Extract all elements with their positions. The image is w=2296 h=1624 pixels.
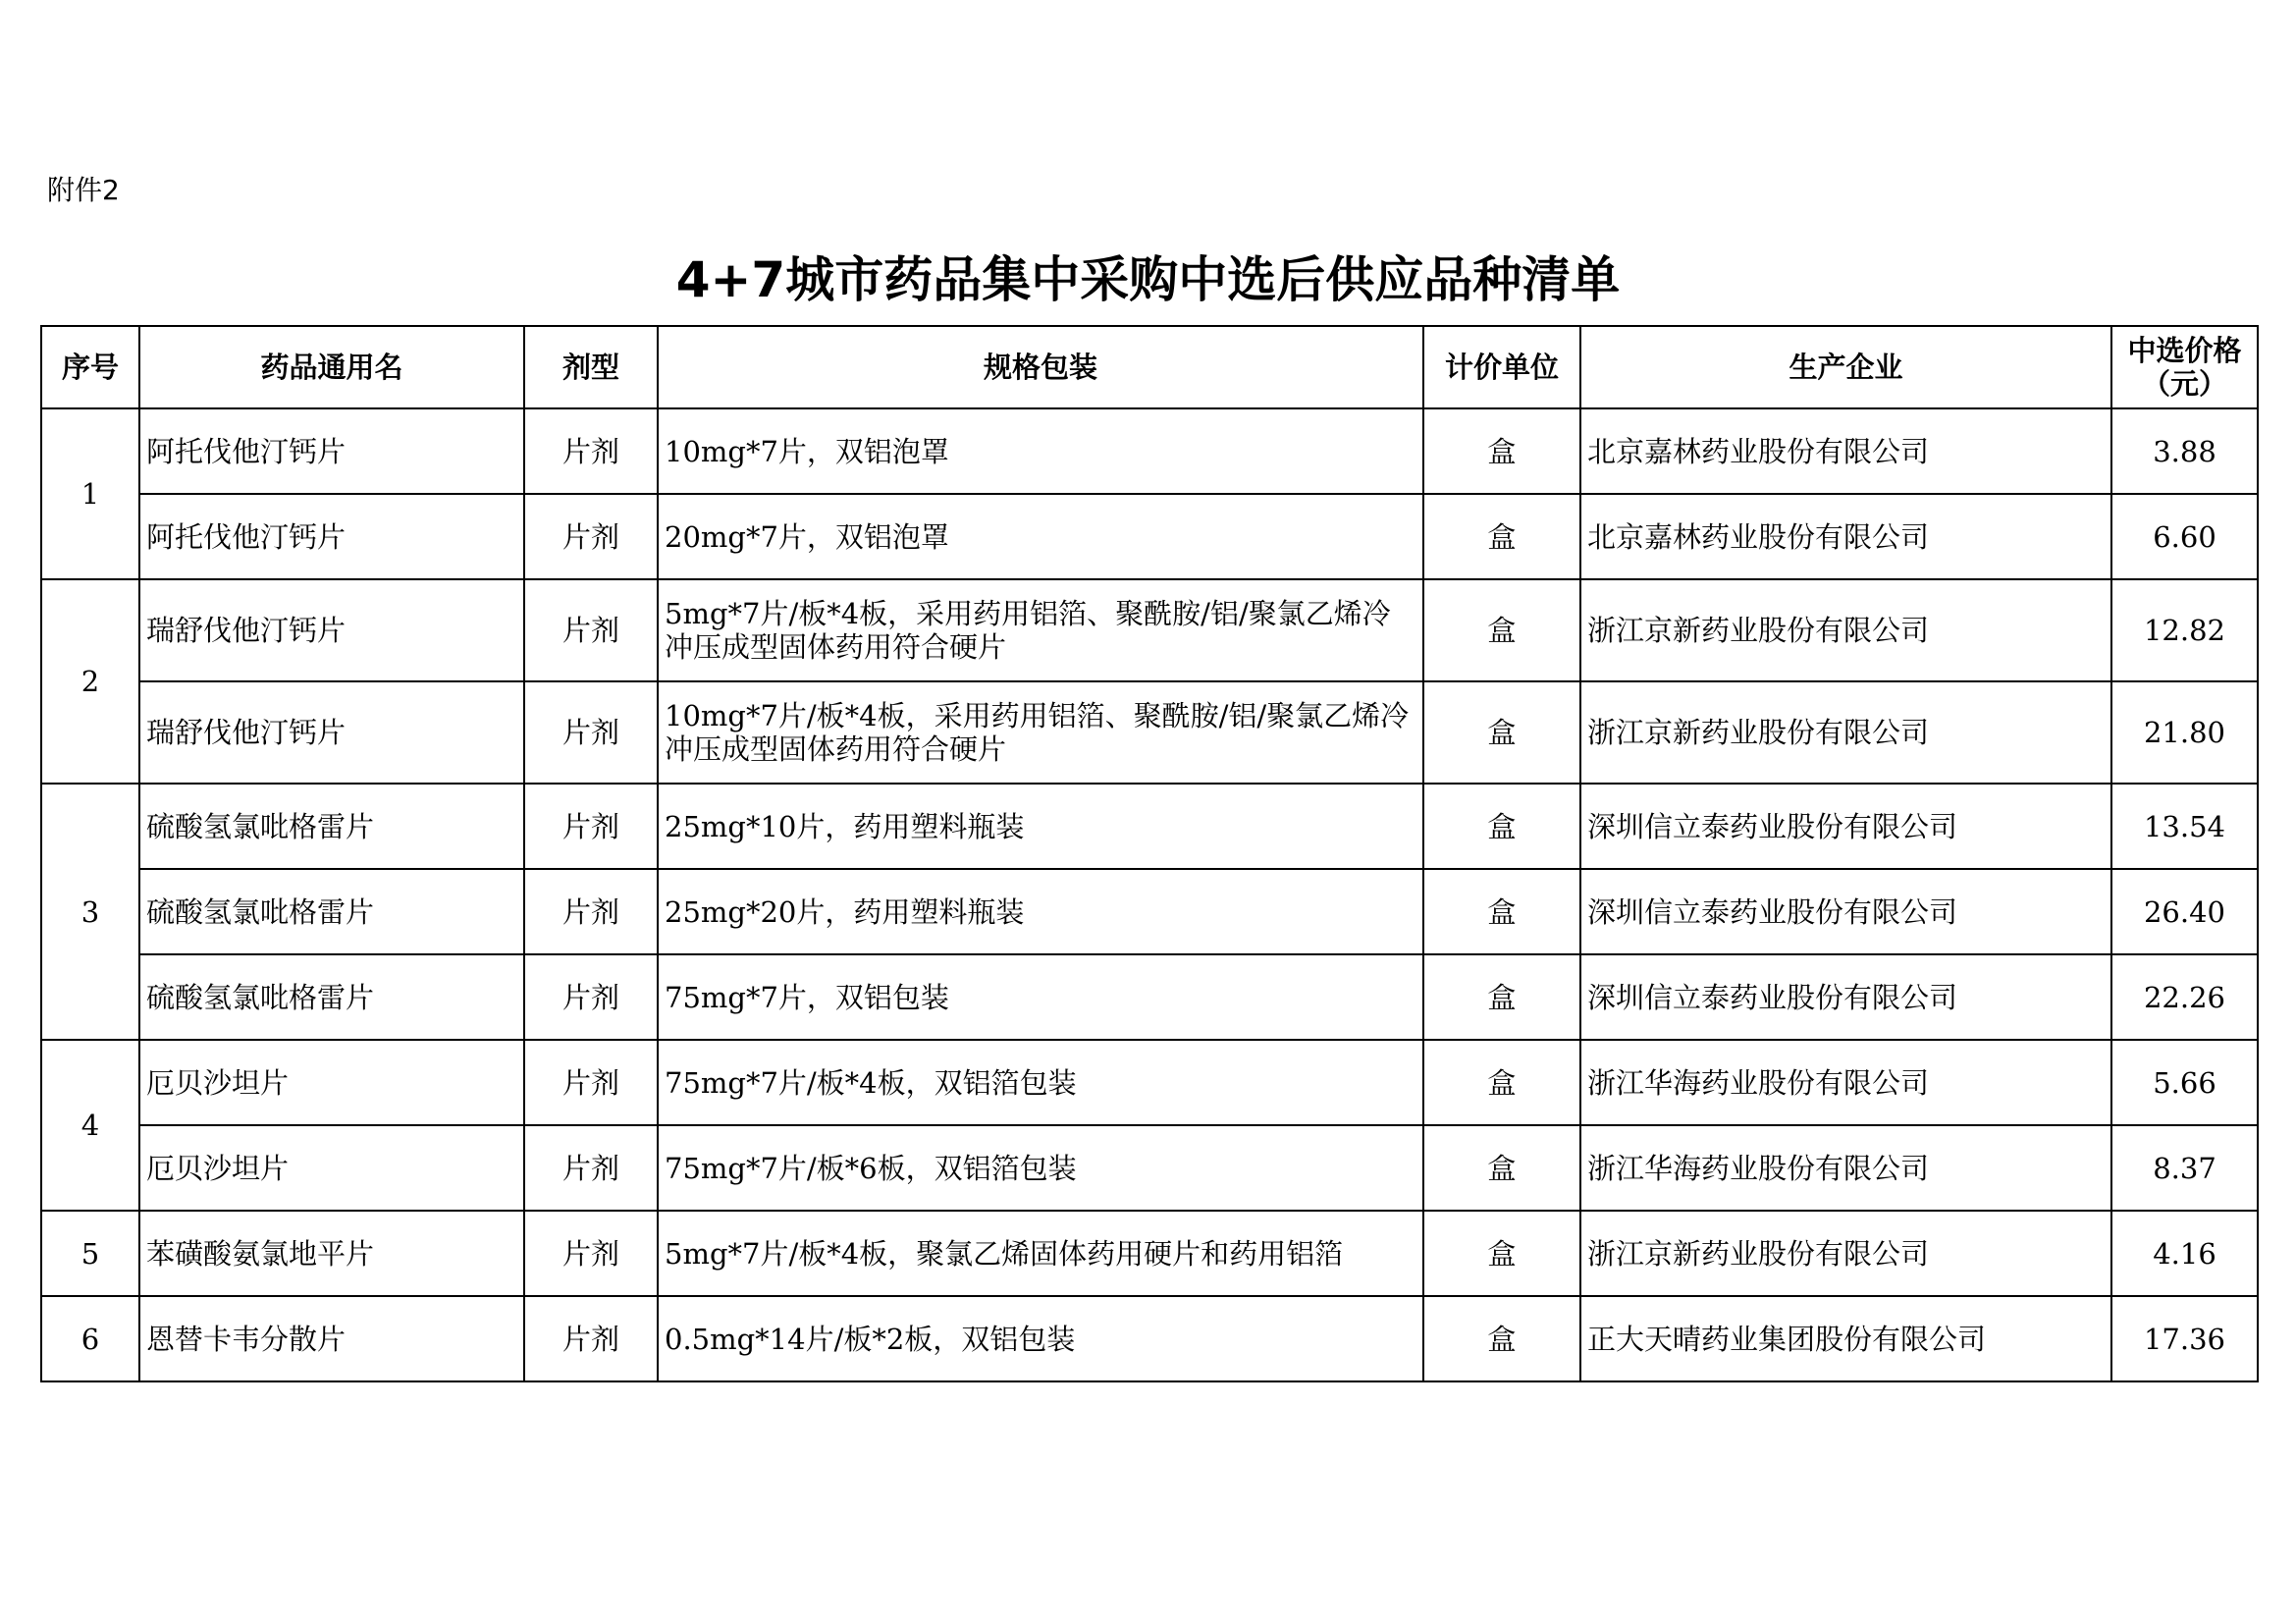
dosage-form: 片剂: [524, 954, 658, 1040]
drug-name: 硫酸氢氯吡格雷片: [139, 954, 524, 1040]
drug-name: 恩替卡韦分散片: [139, 1296, 524, 1381]
pricing-unit: 盒: [1423, 1296, 1580, 1381]
spec-packaging: 25mg*10片，药用塑料瓶装: [658, 784, 1423, 869]
price: 5.66: [2111, 1040, 2258, 1125]
drug-list-table: [40, 325, 2259, 1382]
manufacturer: 深圳信立泰药业股份有限公司: [1580, 784, 2111, 869]
manufacturer: 北京嘉林药业股份有限公司: [1580, 494, 2111, 579]
price: 17.36: [2111, 1296, 2258, 1381]
spec-packaging: 10mg*7片，双铝泡罩: [658, 408, 1423, 494]
group-no: 3: [41, 784, 139, 1040]
manufacturer: 北京嘉林药业股份有限公司: [1580, 408, 2111, 494]
spec-packaging: 75mg*7片，双铝包装: [658, 954, 1423, 1040]
price: 26.40: [2111, 869, 2258, 954]
header-no: 序号: [41, 326, 139, 408]
spec-packaging: 25mg*20片，药用塑料瓶装: [658, 869, 1423, 954]
header-spec: 规格包装: [658, 326, 1423, 408]
spec-packaging: 75mg*7片/板*4板，双铝箔包装: [658, 1040, 1423, 1125]
table-row: [41, 1040, 2258, 1125]
manufacturer: 浙江华海药业股份有限公司: [1580, 1125, 2111, 1211]
drug-name: 阿托伐他汀钙片: [139, 494, 524, 579]
page-title: 4+7城市药品集中采购中选后供应品种清单: [675, 251, 1621, 308]
drug-name: 阿托伐他汀钙片: [139, 408, 524, 494]
spec-packaging: 5mg*7片/板*4板，聚氯乙烯固体药用硬片和药用铝箔: [658, 1211, 1423, 1296]
spec-packaging: 5mg*7片/板*4板，采用药用铝箔、聚酰胺/铝/聚氯乙烯冷冲压成型固体药用符合硬片: [658, 579, 1423, 681]
table-row: [41, 408, 2258, 494]
group-no: 5: [41, 1211, 139, 1296]
pricing-unit: 盒: [1423, 408, 1580, 494]
spec-packaging: 20mg*7片，双铝泡罩: [658, 494, 1423, 579]
price: 22.26: [2111, 954, 2258, 1040]
manufacturer: 浙江京新药业股份有限公司: [1580, 1211, 2111, 1296]
manufacturer: 浙江京新药业股份有限公司: [1580, 579, 2111, 681]
drug-name: 硫酸氢氯吡格雷片: [139, 784, 524, 869]
manufacturer: 浙江京新药业股份有限公司: [1580, 681, 2111, 784]
group-no: 2: [41, 579, 139, 784]
price: 21.80: [2111, 681, 2258, 784]
drug-name: 瑞舒伐他汀钙片: [139, 681, 524, 784]
dosage-form: 片剂: [524, 1125, 658, 1211]
price: 8.37: [2111, 1125, 2258, 1211]
header-price-line2: （元）: [2141, 367, 2227, 401]
table-row: [41, 494, 2258, 579]
dosage-form: 片剂: [524, 681, 658, 784]
dosage-form: 片剂: [524, 494, 658, 579]
header-form: 剂型: [524, 326, 658, 408]
spec-packaging: 10mg*7片/板*4板，采用药用铝箔、聚酰胺/铝/聚氯乙烯冷冲压成型固体药用符合硬片: [658, 681, 1423, 784]
table-row: [41, 1296, 2258, 1381]
header-name: 药品通用名: [139, 326, 524, 408]
header-maker: 生产企业: [1580, 326, 2111, 408]
pricing-unit: 盒: [1423, 579, 1580, 681]
attachment-label: 附件2: [47, 174, 120, 206]
spec-packaging: 75mg*7片/板*6板，双铝箔包装: [658, 1125, 1423, 1211]
dosage-form: 片剂: [524, 869, 658, 954]
dosage-form: 片剂: [524, 1296, 658, 1381]
pricing-unit: 盒: [1423, 954, 1580, 1040]
drug-name: 苯磺酸氨氯地平片: [139, 1211, 524, 1296]
header-row: [41, 326, 2258, 408]
dosage-form: 片剂: [524, 1211, 658, 1296]
table-row: [41, 1125, 2258, 1211]
table-row: [41, 579, 2258, 681]
pricing-unit: 盒: [1423, 1211, 1580, 1296]
table-row: [41, 954, 2258, 1040]
price: 6.60: [2111, 494, 2258, 579]
pricing-unit: 盒: [1423, 869, 1580, 954]
price: 12.82: [2111, 579, 2258, 681]
table-row: [41, 784, 2258, 869]
table-row: [41, 869, 2258, 954]
pricing-unit: 盒: [1423, 681, 1580, 784]
pricing-unit: 盒: [1423, 1125, 1580, 1211]
manufacturer: 深圳信立泰药业股份有限公司: [1580, 954, 2111, 1040]
group-no: 6: [41, 1296, 139, 1381]
manufacturer: 深圳信立泰药业股份有限公司: [1580, 869, 2111, 954]
dosage-form: 片剂: [524, 784, 658, 869]
drug-name: 硫酸氢氯吡格雷片: [139, 869, 524, 954]
table-row: [41, 681, 2258, 784]
dosage-form: 片剂: [524, 579, 658, 681]
group-no: 1: [41, 408, 139, 579]
pricing-unit: 盒: [1423, 494, 1580, 579]
drug-name: 厄贝沙坦片: [139, 1125, 524, 1211]
price: 3.88: [2111, 408, 2258, 494]
manufacturer: 正大天晴药业集团股份有限公司: [1580, 1296, 2111, 1381]
spec-packaging: 0.5mg*14片/板*2板，双铝包装: [658, 1296, 1423, 1381]
drug-name: 厄贝沙坦片: [139, 1040, 524, 1125]
dosage-form: 片剂: [524, 1040, 658, 1125]
pricing-unit: 盒: [1423, 1040, 1580, 1125]
table-row: [41, 1211, 2258, 1296]
header-unit: 计价单位: [1423, 326, 1580, 408]
drug-name: 瑞舒伐他汀钙片: [139, 579, 524, 681]
group-no: 4: [41, 1040, 139, 1211]
price: 13.54: [2111, 784, 2258, 869]
dosage-form: 片剂: [524, 408, 658, 494]
manufacturer: 浙江华海药业股份有限公司: [1580, 1040, 2111, 1125]
pricing-unit: 盒: [1423, 784, 1580, 869]
header-price: [2111, 326, 2258, 408]
price: 4.16: [2111, 1211, 2258, 1296]
header-price-line1: 中选价格: [2127, 334, 2242, 367]
